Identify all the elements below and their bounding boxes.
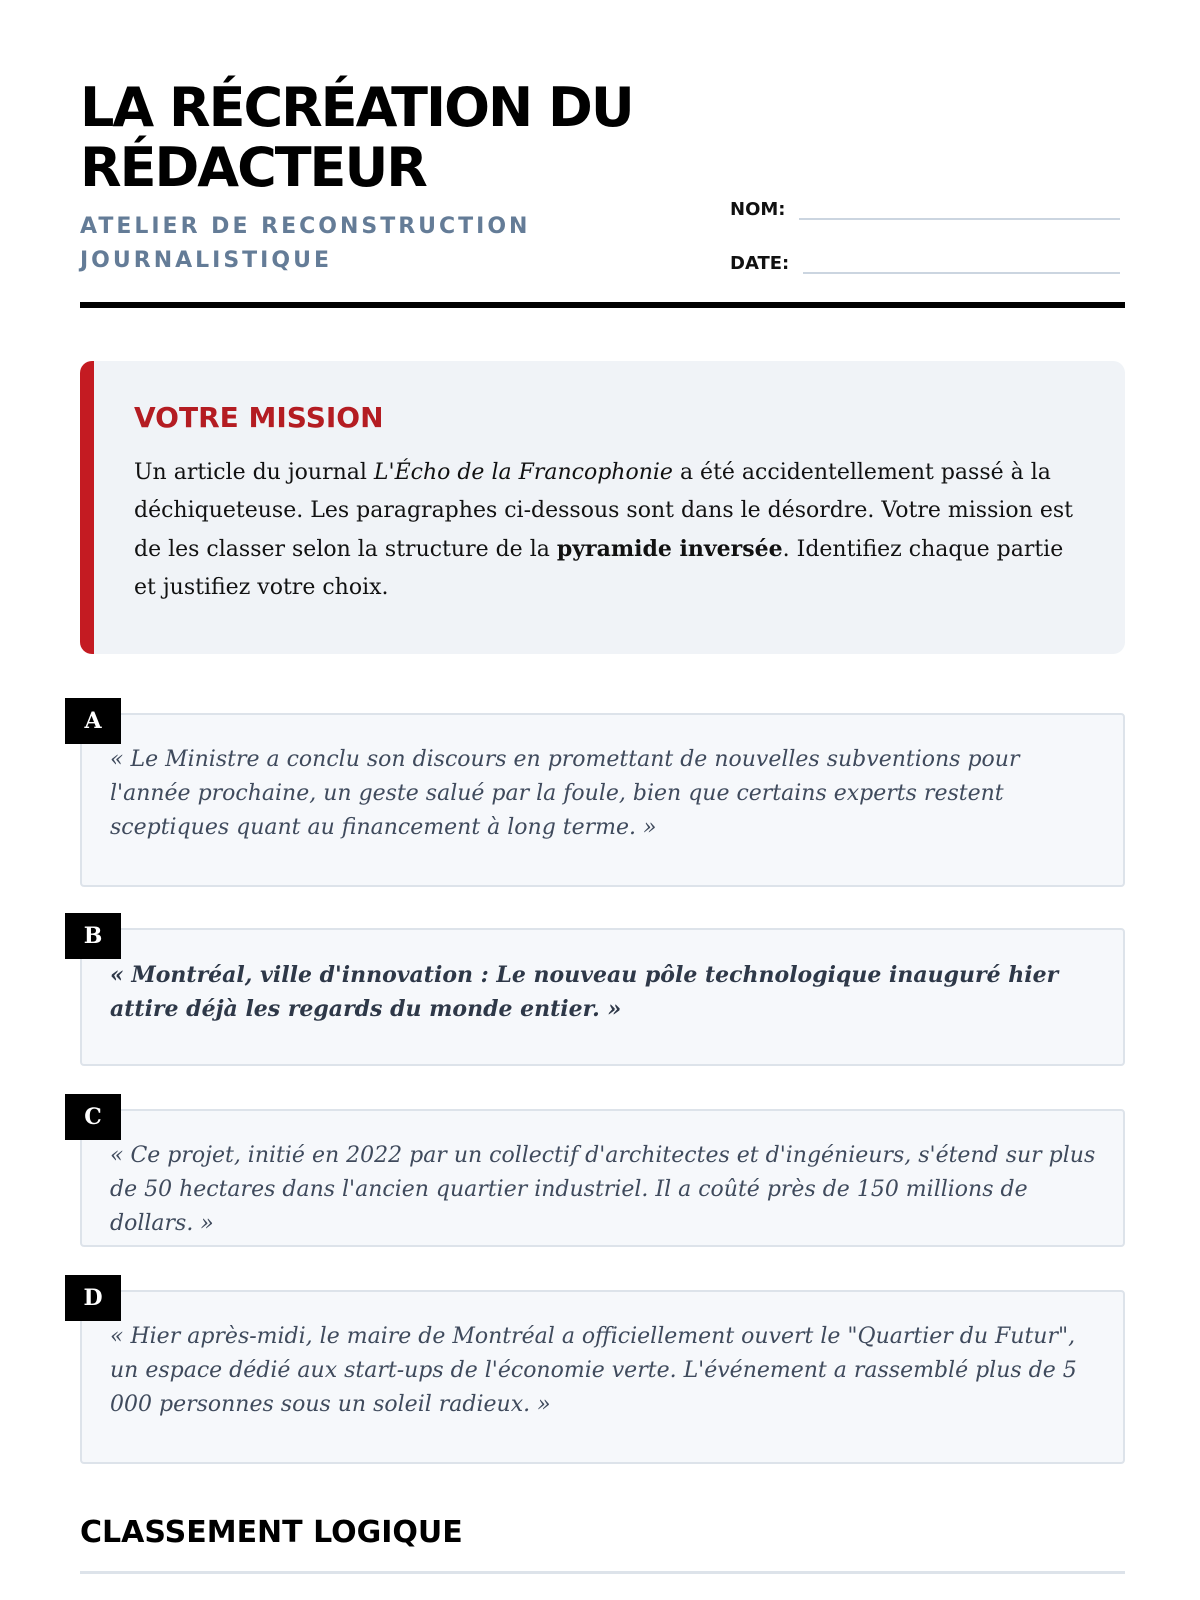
fragment-text: « Ce projet, initié en 2022 par un collectif d'architectes et d'ingénieurs, s'étend sur plus de 50 hectares dans l'ancien quartier industriel. Il a coûté près de 150 millions de dollars. » — [110, 1143, 1096, 1236]
mission-emphasis: pyramide inversée — [556, 536, 783, 562]
mission-text-part2: a été accidentellement passé à la déchiqueteuse. Les paragraphes ci-dessous sont dans le désordre. Votre mission est de les classer selon la structure de la — [134, 460, 1073, 562]
name-field[interactable] — [730, 188, 1120, 220]
fragment-text: « Hier après-midi, le maire de Montréal a officiellement ouvert le "Quartier du Futur", un espace dédié aux start-ups de l'économie verte. L'événement a rassemblé plus de 5 000 personnes sous un soleil radieux. » — [110, 1324, 1077, 1417]
name-line[interactable] — [799, 196, 1120, 220]
fragment-text: « Montréal, ville d'innovation : Le nouveau pôle technologique inauguré hier attire déjà les regards du monde entier. » — [110, 962, 1059, 1022]
fragment-card-b — [80, 923, 1125, 1066]
mission-text-part3: . Identifiez chaque partie et justifiez votre choix. — [134, 537, 1064, 600]
fragment-letter: D — [65, 1275, 121, 1321]
worksheet-subtitle: ATELIER DE RECONSTRUCTION JOURNALISTIQUE — [80, 214, 531, 273]
name-label: NOM: — [730, 199, 786, 220]
mission-text — [134, 454, 1085, 607]
section-divider — [80, 1571, 1125, 1574]
journal-name: L'Écho de la Francophonie — [373, 460, 673, 485]
fragment-text: « Le Ministre a conclu son discours en promettant de nouvelles subventions pour l'année prochaine, un geste salué par la foule, bien que certains experts restent sceptiques quant au financement à long terme. » — [110, 747, 1020, 840]
date-label: DATE: — [730, 253, 790, 274]
fragment-card-c — [80, 1104, 1125, 1247]
mission-box — [80, 361, 1125, 654]
worksheet-header — [80, 78, 1120, 308]
mission-text-part1: Un article du journal — [134, 460, 374, 485]
student-fields — [730, 188, 1120, 296]
worksheet-title: LA RÉCRÉATION DU RÉDACTEUR — [80, 76, 633, 199]
date-line[interactable] — [803, 250, 1120, 274]
fragment-card-d — [80, 1285, 1125, 1464]
fragment-letter: A — [65, 698, 121, 744]
fragment-card-a — [80, 708, 1125, 887]
header-divider — [80, 302, 1125, 308]
section-title: CLASSEMENT LOGIQUE — [80, 1515, 463, 1550]
fragment-letter: B — [65, 913, 121, 959]
date-field[interactable] — [730, 242, 1120, 274]
fragment-letter: C — [65, 1094, 121, 1140]
mission-title: VOTRE MISSION — [134, 401, 384, 434]
